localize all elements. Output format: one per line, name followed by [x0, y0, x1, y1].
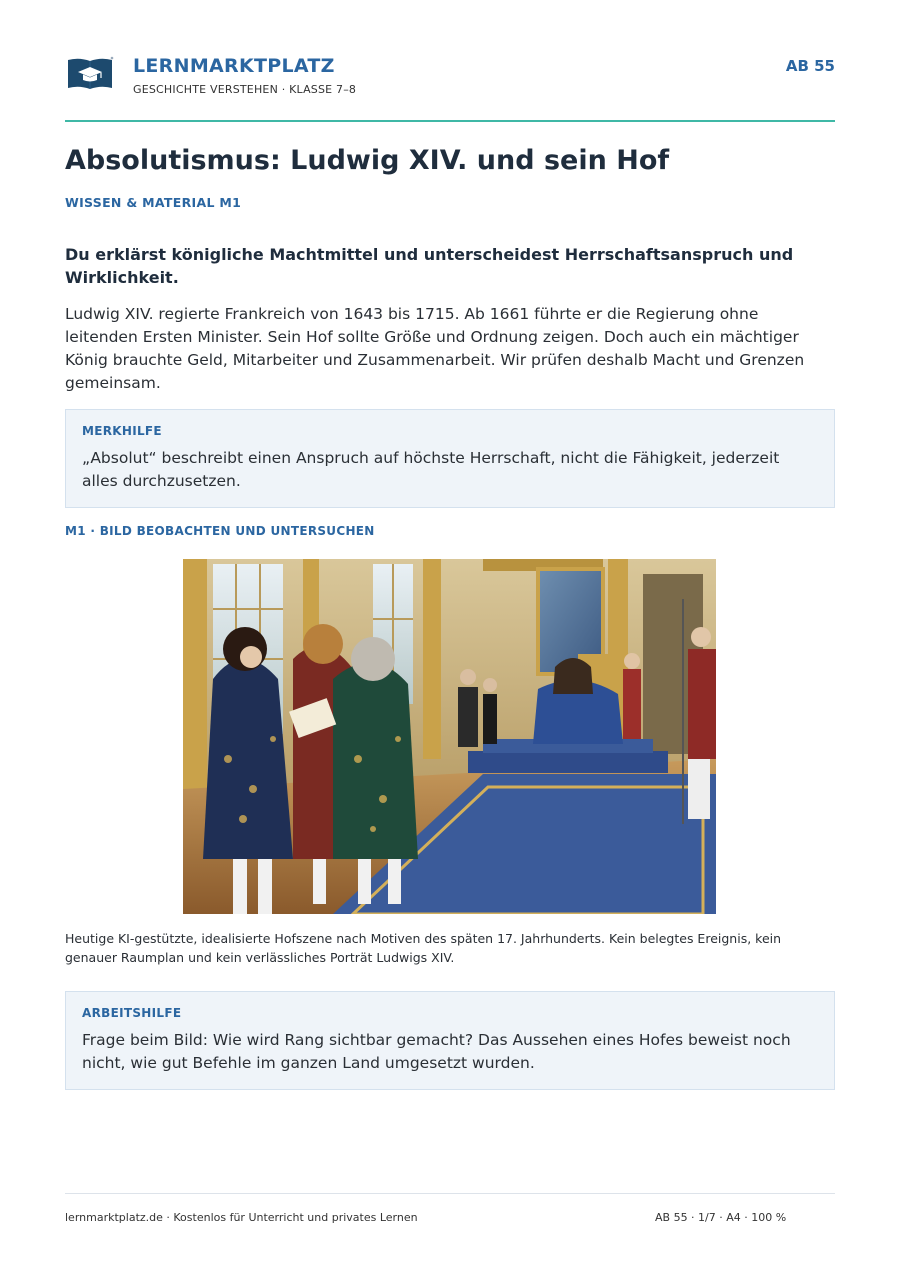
- arbeitshilfe-box: [65, 991, 835, 1090]
- footer-divider: [65, 1193, 835, 1194]
- arbeitshilfe-text: Frage beim Bild: Wie wird Rang sichtbar gemacht? Das Aussehen eines Hofes beweist noch nicht, wie gut Befehle im ganzen Land umgesetzt wurden.: [82, 1031, 791, 1072]
- brand-subtitle: GESCHICHTE VERSTEHEN · KLASSE 7–8: [133, 83, 357, 96]
- court-scene-image: [183, 559, 716, 914]
- footer-site-link[interactable]: lernmarktplatz.de · Kostenlos für Unterricht und privates Lernen: [65, 1211, 418, 1224]
- book-graduation-cap-icon: [65, 54, 115, 94]
- merkhilfe-text: „Absolut“ beschreibt einen Anspruch auf höchste Herrschaft, nicht die Fähigkeit, jederzeit alles durchzusetzen.: [82, 449, 780, 490]
- footer-page-info: AB 55 · 1/7 · A4 · 100 %: [655, 1211, 787, 1224]
- m1-heading: M1 · BILD BEOBACHTEN UND UNTERSUCHEN: [65, 524, 375, 538]
- merkhilfe-box: [65, 409, 835, 508]
- arbeitshilfe-label: ARBEITSHILFE: [82, 1006, 182, 1020]
- sheet-number: AB 55: [785, 57, 835, 75]
- intro-paragraph: Ludwig XIV. regierte Frankreich von 1643 bis 1715. Ab 1661 führte er die Regierung ohne leitenden Ersten Minister. Sein Hof sollte Größe und Ordnung zeigen. Doch auch ein mächtiger König brauchte Geld, Mitarbeiter und Zusammenarbeit. Wir prüfen deshalb Macht und Grenzen gemeinsam.: [65, 305, 805, 392]
- page-header: [65, 50, 835, 122]
- section-kicker: WISSEN & MATERIAL M1: [65, 195, 242, 210]
- learning-goal: Du erklärst königliche Machtmittel und unterscheidest Herrschaftsanspruch und Wirklichkeit.: [65, 245, 794, 287]
- page-title: Absolutismus: Ludwig XIV. und sein Hof: [65, 145, 670, 176]
- image-caption: Heutige KI-gestützte, idealisierte Hofszene nach Motiven des späten 17. Jahrhunderts. Kein belegtes Ereignis, kein genauer Raumplan und kein verlässliches Porträt Ludwigs XIV.: [65, 931, 782, 965]
- merkhilfe-label: MERKHILFE: [82, 424, 162, 438]
- header-divider: [65, 120, 835, 122]
- brand-name: LERNMARKTPLATZ: [133, 55, 335, 77]
